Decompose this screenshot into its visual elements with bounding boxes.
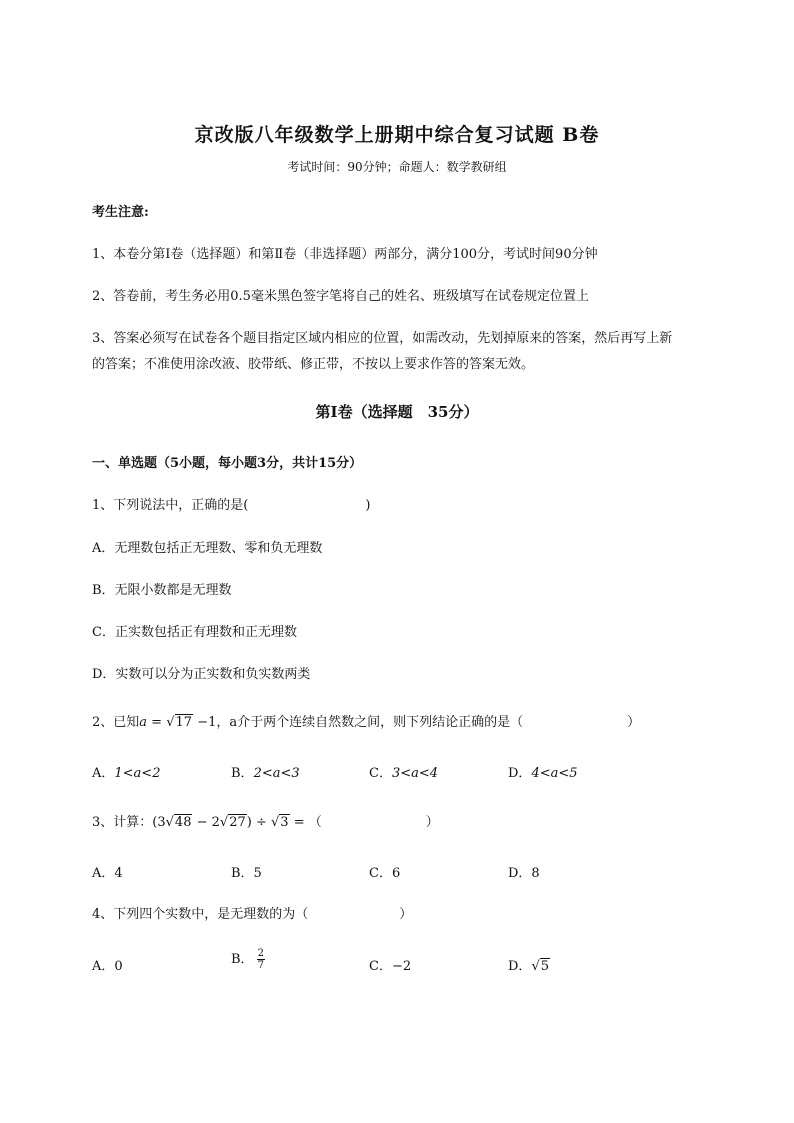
page-title: 京改版八年级数学上册期中综合复习试题 B卷: [194, 124, 600, 146]
question-1-option-a: A．无理数包括正无理数、零和负无理数: [92, 541, 323, 556]
option-expr: 1<a<2: [114, 766, 161, 781]
question-1-option-b: B．无限小数都是无理数: [92, 583, 232, 598]
sqrt-icon: √: [219, 815, 229, 830]
question-3-r1: 48: [174, 815, 192, 830]
option-expr: 2<a<3: [253, 766, 300, 781]
question-2-stem: [92, 711, 640, 730]
question-3-e2: − 2: [192, 815, 220, 830]
option-label: C．: [369, 766, 392, 781]
option-label: B．: [231, 766, 254, 781]
question-2-eq: =: [147, 715, 167, 730]
question-2-tail: −1: [193, 715, 217, 730]
question-2-option-c: [369, 762, 438, 781]
question-4-option-d: [508, 955, 550, 974]
question-3-e1: (3: [152, 815, 166, 830]
question-3-suffix: （ ）: [308, 815, 439, 830]
part-heading: 一、单选题（5小题，每小题3分，共计15分）: [92, 456, 363, 471]
question-2-prefix: 2、已知: [92, 715, 140, 730]
question-2-option-a: [92, 762, 160, 781]
question-3-e3: ) ÷: [246, 815, 271, 830]
question-4-option-a: A．0: [92, 959, 123, 974]
question-3-stem: [92, 811, 439, 830]
question-4-radicand: 5: [540, 959, 550, 974]
notice-item-1: 1、本卷分第I卷（选择题）和第Ⅱ卷（非选择题）两部分，满分100分，考试时间90分钟: [92, 247, 598, 262]
question-2-option-d: [508, 762, 578, 781]
question-2-option-b: [231, 762, 300, 781]
question-2-suffix: ，a介于两个连续自然数之间，则下列结论正确的是（ ）: [216, 715, 641, 730]
fraction-denominator: 7: [257, 960, 264, 971]
fraction: [257, 948, 265, 971]
question-3-option-a: A．4: [92, 866, 123, 881]
question-3-prefix: 3、计算：: [92, 815, 153, 830]
section-title: 第I卷（选择题 35分）: [315, 403, 479, 421]
question-4-option-b: [231, 948, 265, 971]
sqrt-icon: √: [531, 959, 540, 974]
option-expr: 4<a<5: [531, 766, 578, 781]
fraction-numerator: 2: [257, 948, 264, 959]
question-1-stem: 1、下列说法中，正确的是( ): [92, 498, 371, 513]
question-3-option-d: D．8: [508, 866, 540, 881]
sqrt-icon: √: [166, 715, 175, 730]
question-3-r2: 27: [229, 815, 246, 830]
notice-heading: 考生注意:: [92, 205, 149, 220]
notice-item-3: 3、答案必须写在试卷各个题目指定区域内相应的位置，如需改动，先划掉原来的答案，然后再写上新: [92, 331, 673, 346]
question-4-stem: 4、下列四个实数中，是无理数的为（ ）: [92, 907, 413, 922]
notice-item-3-cont: 的答案；不准使用涂改液、胶带纸、修正带，不按以上要求作答的答案无效。: [92, 357, 535, 372]
question-3-r3: 3: [280, 815, 289, 830]
question-3-option-c: C．6: [369, 866, 401, 881]
sqrt-icon: √: [270, 815, 280, 830]
exam-info: 考试时间：90分钟；命题人：数学教研组: [287, 160, 507, 174]
question-4-option-c: C．−2: [369, 959, 412, 974]
question-2-var: a: [139, 715, 148, 730]
notice-item-2: 2、答卷前，考生务必用0.5毫米黑色签字笔将自己的姓名、班级填写在试卷规定位置上: [92, 289, 589, 304]
question-3-e4: =: [289, 815, 309, 830]
option-label: D．: [508, 766, 532, 781]
question-1-option-d: D．实数可以分为正实数和负实数两类: [92, 667, 311, 682]
question-2-radicand: 17: [175, 715, 193, 730]
option-label: D．: [508, 959, 532, 974]
sqrt-icon: √: [165, 815, 174, 830]
question-1-option-c: C．正实数包括正有理数和正无理数: [92, 625, 297, 640]
option-label: A．: [92, 766, 115, 781]
question-3-option-b: B．5: [231, 866, 262, 881]
option-expr: 3<a<4: [391, 766, 439, 781]
option-label: B．: [231, 952, 254, 967]
